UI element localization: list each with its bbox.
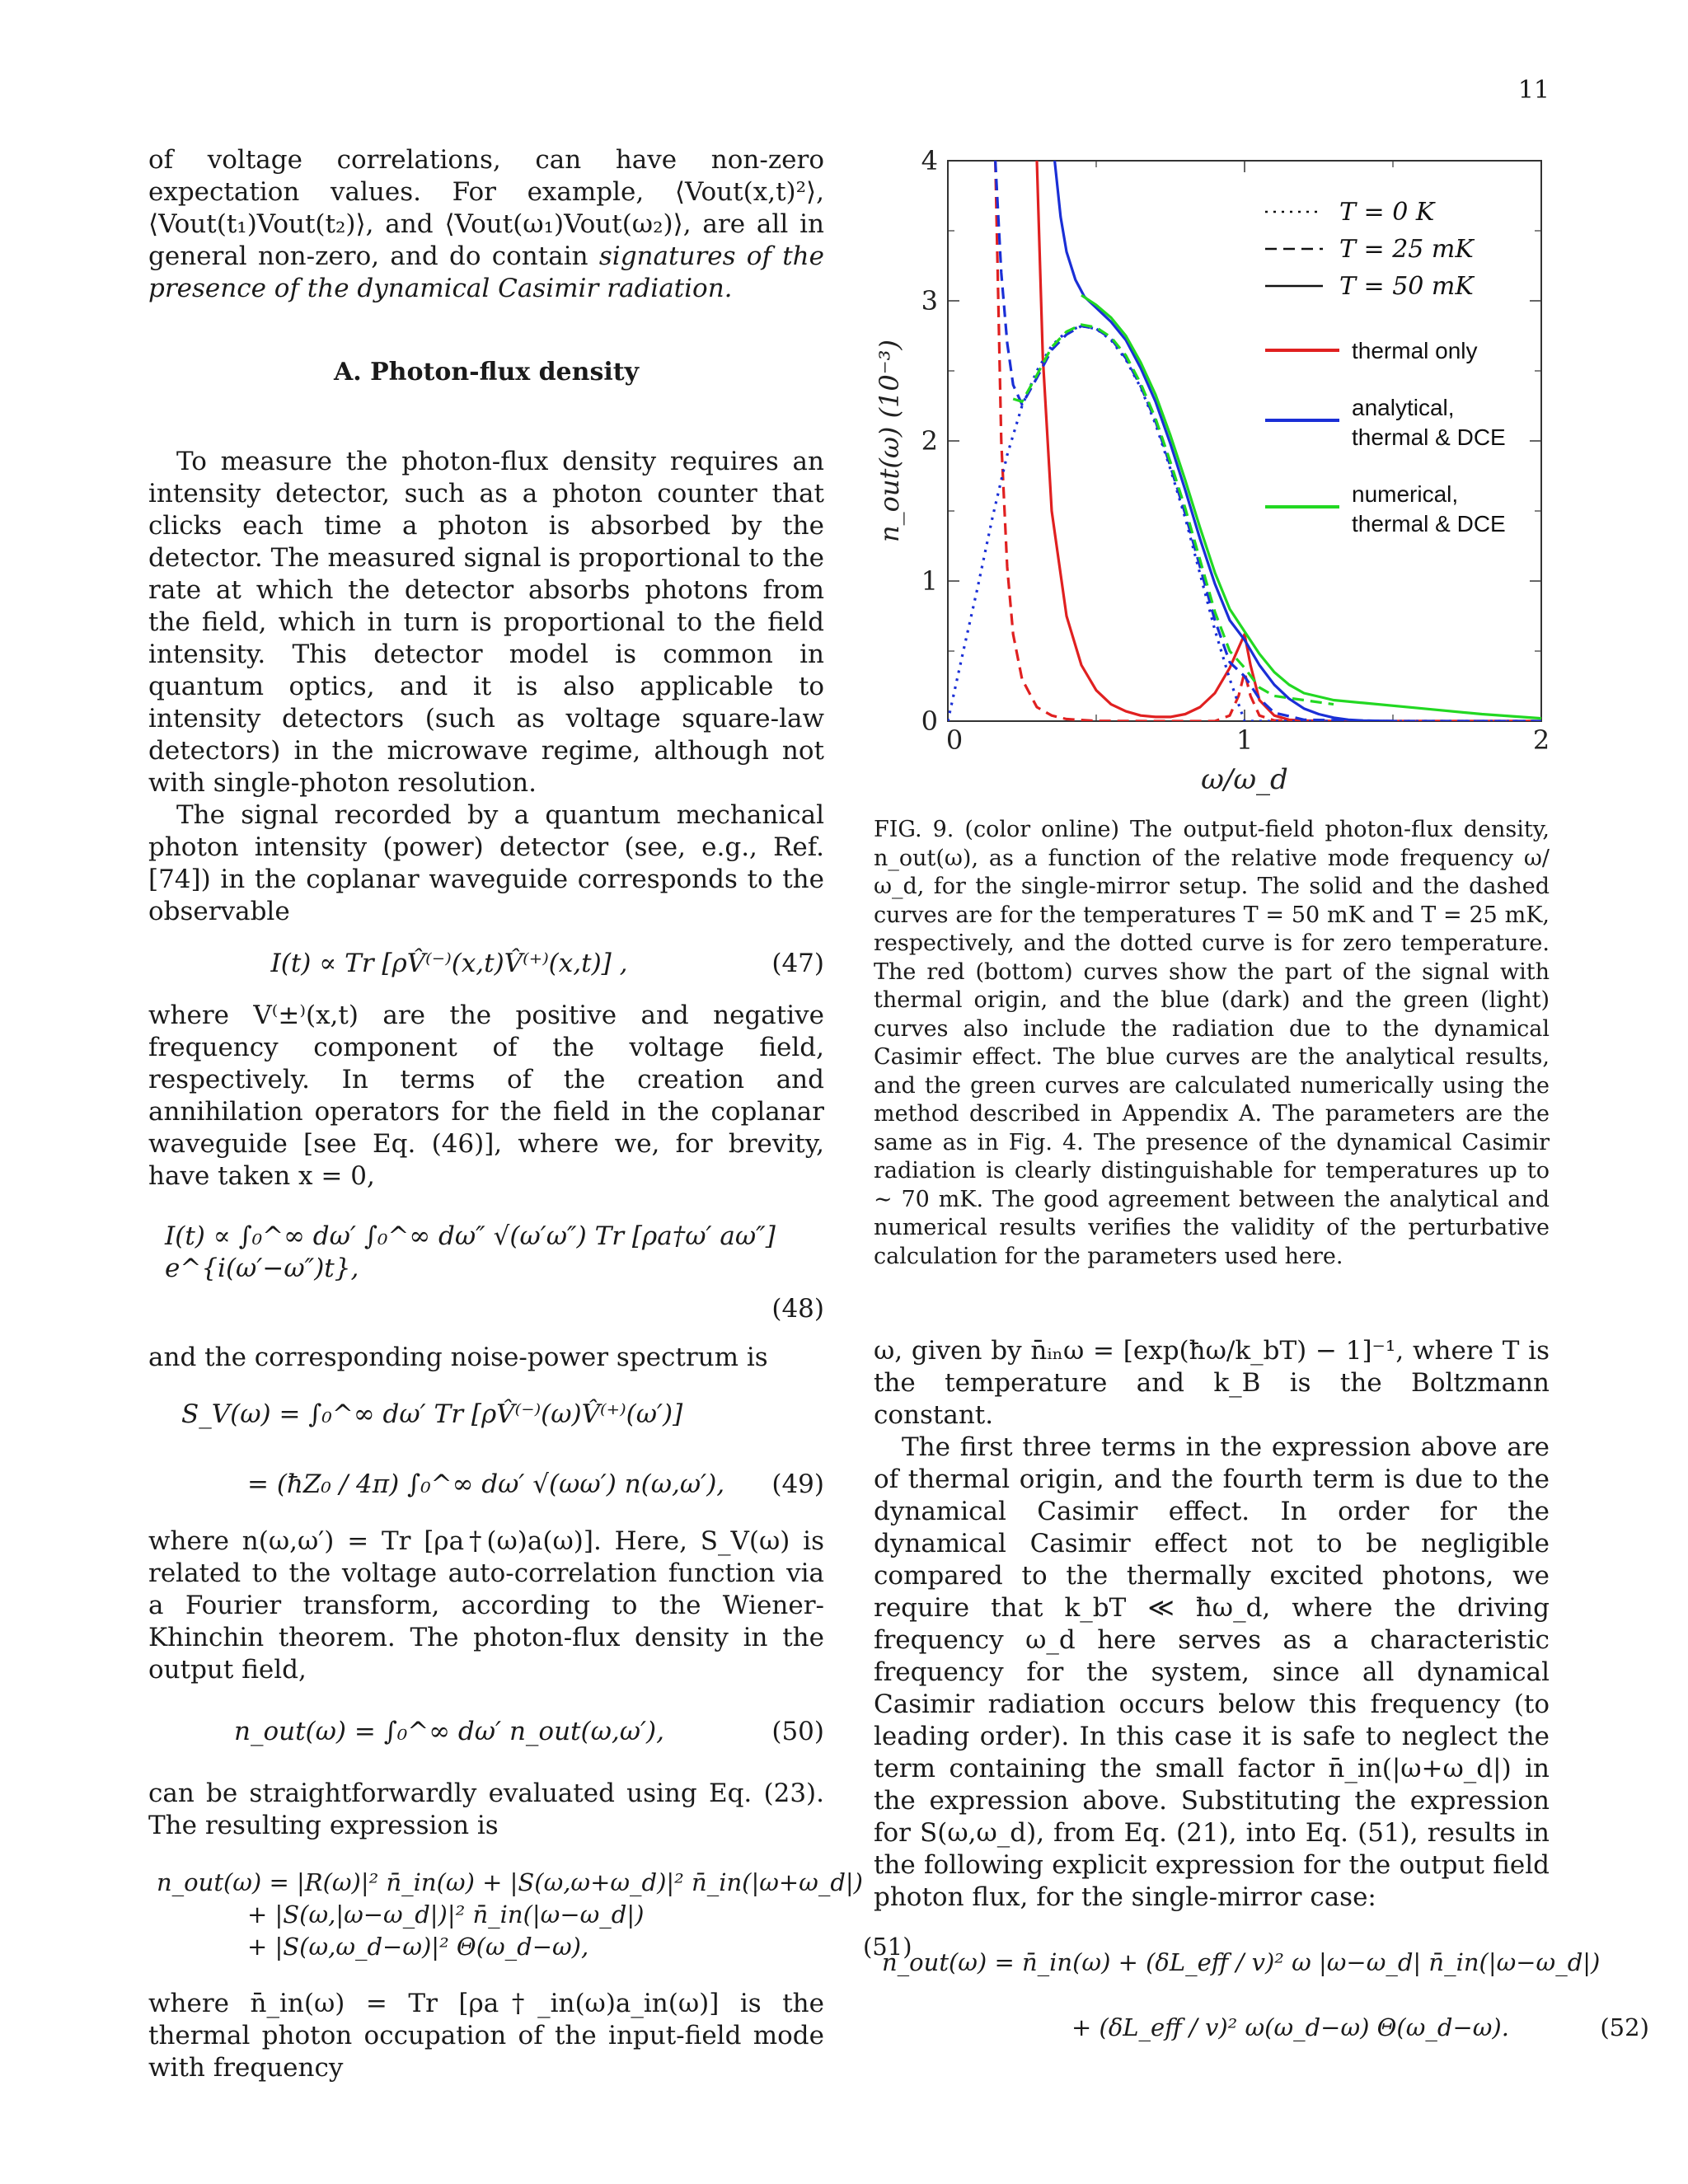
equation-line: S_V(ω) = ∫₀^∞ dω′ Tr [ρV̂⁽⁻⁾(ω)V̂⁽⁺⁾(ω′)]: [181, 1399, 683, 1429]
page-number: 11: [1517, 76, 1550, 105]
paragraph: and the corresponding noise-power spectrum is: [148, 1343, 768, 1372]
equation-line: n_out(ω) = |R(ω)|² n̄_in(ω) + |S(ω,ω+ω_d)|² n̄_in(|ω+ω_d|): [157, 1868, 863, 1896]
y-tick-label: 1: [921, 565, 938, 597]
equation-number: (50): [771, 1717, 824, 1746]
y-tick-label: 4: [921, 145, 938, 176]
equation-body: I(t) ∝ Tr [ρV̂⁽⁻⁾(x,t)V̂⁽⁺⁾(x,t)] ,: [270, 949, 628, 978]
y-axis-label: n_out(ω) (10⁻³): [874, 340, 905, 542]
x-tick-label: 0: [945, 724, 964, 756]
series-line: [1013, 325, 1334, 705]
equation-49: [148, 1399, 824, 1501]
equation-51: [148, 1867, 912, 1963]
legend-color-label: numerical,: [1352, 481, 1459, 507]
equation-body: n_out(ω) = ∫₀^∞ dω′ n_out(ω,ω′),: [234, 1717, 664, 1746]
x-tick-label: 2: [1532, 724, 1550, 756]
y-tick-label: 0: [921, 705, 938, 737]
figure-9-chart: [865, 136, 1558, 804]
legend-color-label: thermal & DCE: [1352, 424, 1506, 450]
legend-style-label: T = 50 mK: [1339, 272, 1474, 301]
paragraph-intro: [148, 144, 824, 305]
y-tick-label: 2: [921, 425, 938, 457]
legend-color-label: analytical,: [1352, 395, 1455, 420]
paragraph: ω, given by n̄ᵢₙω = [exp(ħω/k_bT) − 1]⁻¹, where T is the temperature and k_B is the Boltzmann constant.: [874, 1336, 1550, 1430]
paragraph: The signal recorded by a quantum mechanical photon intensity (power) detector (see, e.g., Ref. [74]) in the coplanar waveguide corresponds to the observable: [148, 800, 824, 926]
equation-number: (47): [771, 949, 824, 978]
equation-50: [148, 1716, 824, 1748]
right-column: [874, 1335, 1649, 2077]
equation-line: = (ħZ₀ / 4π) ∫₀^∞ dω′ √(ωω′) n(ω,ω′),: [247, 1469, 725, 1499]
figure-caption: FIG. 9. (color online) The output-field photon-flux density, n_out(ω), as a function of the relative mode frequency ω/ω_d, for the single-mirror setup. The solid and the dashed curves are for the temperatures T = 50 mK and T = 25 mK, respectively, and the dotted curve is for zero temperature. The red (bottom) curves show the part of the signal with thermal origin, and the blue (dark) and the green (light) curves also include the radiation due to the dynamical Casimir effect. The blue curves are the analytical results, and the green curves are calculated numerically using the method described in Appendix A. The parameters are the same as in Fig. 4. The presence of the dynamical Casimir radiation is clearly distinguishable for temperatures up to ∼ 70 mK. The good agreement between the analytical and numerical results verifies the validity of the perturbative calculation for the parameters used here.: [874, 817, 1550, 1269]
legend-style-label: T = 0 K: [1339, 198, 1435, 227]
paragraph: can be straightforwardly evaluated using Eq. (23). The resulting expression is: [148, 1779, 824, 1840]
equation-48: [148, 1221, 824, 1285]
equation-line: + |S(ω,|ω−ω_d|)|² n̄_in(|ω−ω_d|): [247, 1900, 645, 1929]
y-tick-label: 3: [921, 285, 938, 316]
equation-number: (51): [862, 1933, 912, 1961]
x-tick-label: 1: [1236, 724, 1254, 756]
paragraph: where n̄_in(ω) = Tr [ρa†_in(ω)a_in(ω)] is the thermal photon occupation of the input-field mode with frequency: [148, 1989, 824, 2083]
paragraph: To measure the photon-flux density requires an intensity detector, such as a photon counter that clicks each time a photon is absorbed by the detector. The measured signal is proportional to the rate at which the detector absorbs photons from the field, which in turn is proportional to the field intensity. This detector model is common in quantum optics, and it is also applicable to intensity detectors (such as voltage square-law detectors) in the microwave regime, although not with single-photon resolution.: [148, 447, 824, 798]
x-axis-label: ω/ω_d: [1201, 763, 1288, 796]
paragraph-intro-emphasis: signatures of the presence of the dynamical Casimir radiation.: [148, 241, 824, 303]
equation-line: + |S(ω,ω_d−ω)|² Θ(ω_d−ω),: [247, 1933, 589, 1961]
paragraph: where V⁽±⁾(x,t) are the positive and negative frequency component of the voltage field, respectively. In terms of the creation and annihilation operators for the field in the coplanar waveguide [see Eq. (46)], where we, for brevity, have taken x = 0,: [148, 1001, 824, 1191]
equation-number: (52): [1600, 2013, 1649, 2041]
equation-47: [148, 948, 824, 980]
paragraph: The first three terms in the expression above are of thermal origin, and the fourth term is due to the dynamical Casimir effect. In order for the dynamical Casimir effect not to be negligible compared to the thermally excited photons, we require that k_bT ≪ ħω_d, where the driving frequency ω_d here serves as a characteristic frequency for the system, since all dynamical Casimir radiation occurs below this frequency (to leading order). In this case it is safe to neglect the term containing the small factor n̄_in(|ω+ω_d|) in the expression above. Substituting the expression for S(ω,ω_d), from Eq. (21), into Eq. (51), results in the following explicit expression for the output field photon flux, for the single-mirror case:: [874, 1432, 1550, 1912]
section-heading: A. Photon-flux density: [333, 358, 640, 387]
legend-color-label: thermal only: [1352, 338, 1478, 363]
equation-52: [874, 1947, 1649, 2044]
equation-line: n_out(ω) = n̄_in(ω) + (δL_eff / v)² ω |ω−ω_d| n̄_in(|ω−ω_d|): [882, 1948, 1601, 1976]
equation-line: + (δL_eff / v)² ω(ω_d−ω) Θ(ω_d−ω).: [1071, 2013, 1509, 2041]
paragraph-intro-text: of voltage correlations, can have non-zero expectation values. For example, ⟨Vout(x,t)²⟩, ⟨Vout(t₁)Vout(t₂)⟩, and ⟨Vout(ω₁)Vout(ω₂)⟩, are all in general non-zero, and do contain: [148, 145, 824, 271]
paragraph: where n(ω,ω′) = Tr [ρa†(ω)a(ω)]. Here, S_V(ω) is related to the voltage auto-correlation function via a Fourier transform, according to the Wiener-Khinchin theorem. The photon-flux density in the output field,: [148, 1526, 824, 1685]
equation-number: (49): [771, 1469, 824, 1499]
legend-style-label: T = 25 mK: [1339, 235, 1474, 264]
legend-color-label: thermal & DCE: [1352, 511, 1506, 537]
equation-number: (48): [771, 1294, 824, 1324]
equation-body: I(t) ∝ ∫₀^∞ dω′ ∫₀^∞ dω″ √(ω′ω″) Tr [ρa†ω′ aω″] e^{i(ω′−ω″)t},: [165, 1221, 776, 1283]
